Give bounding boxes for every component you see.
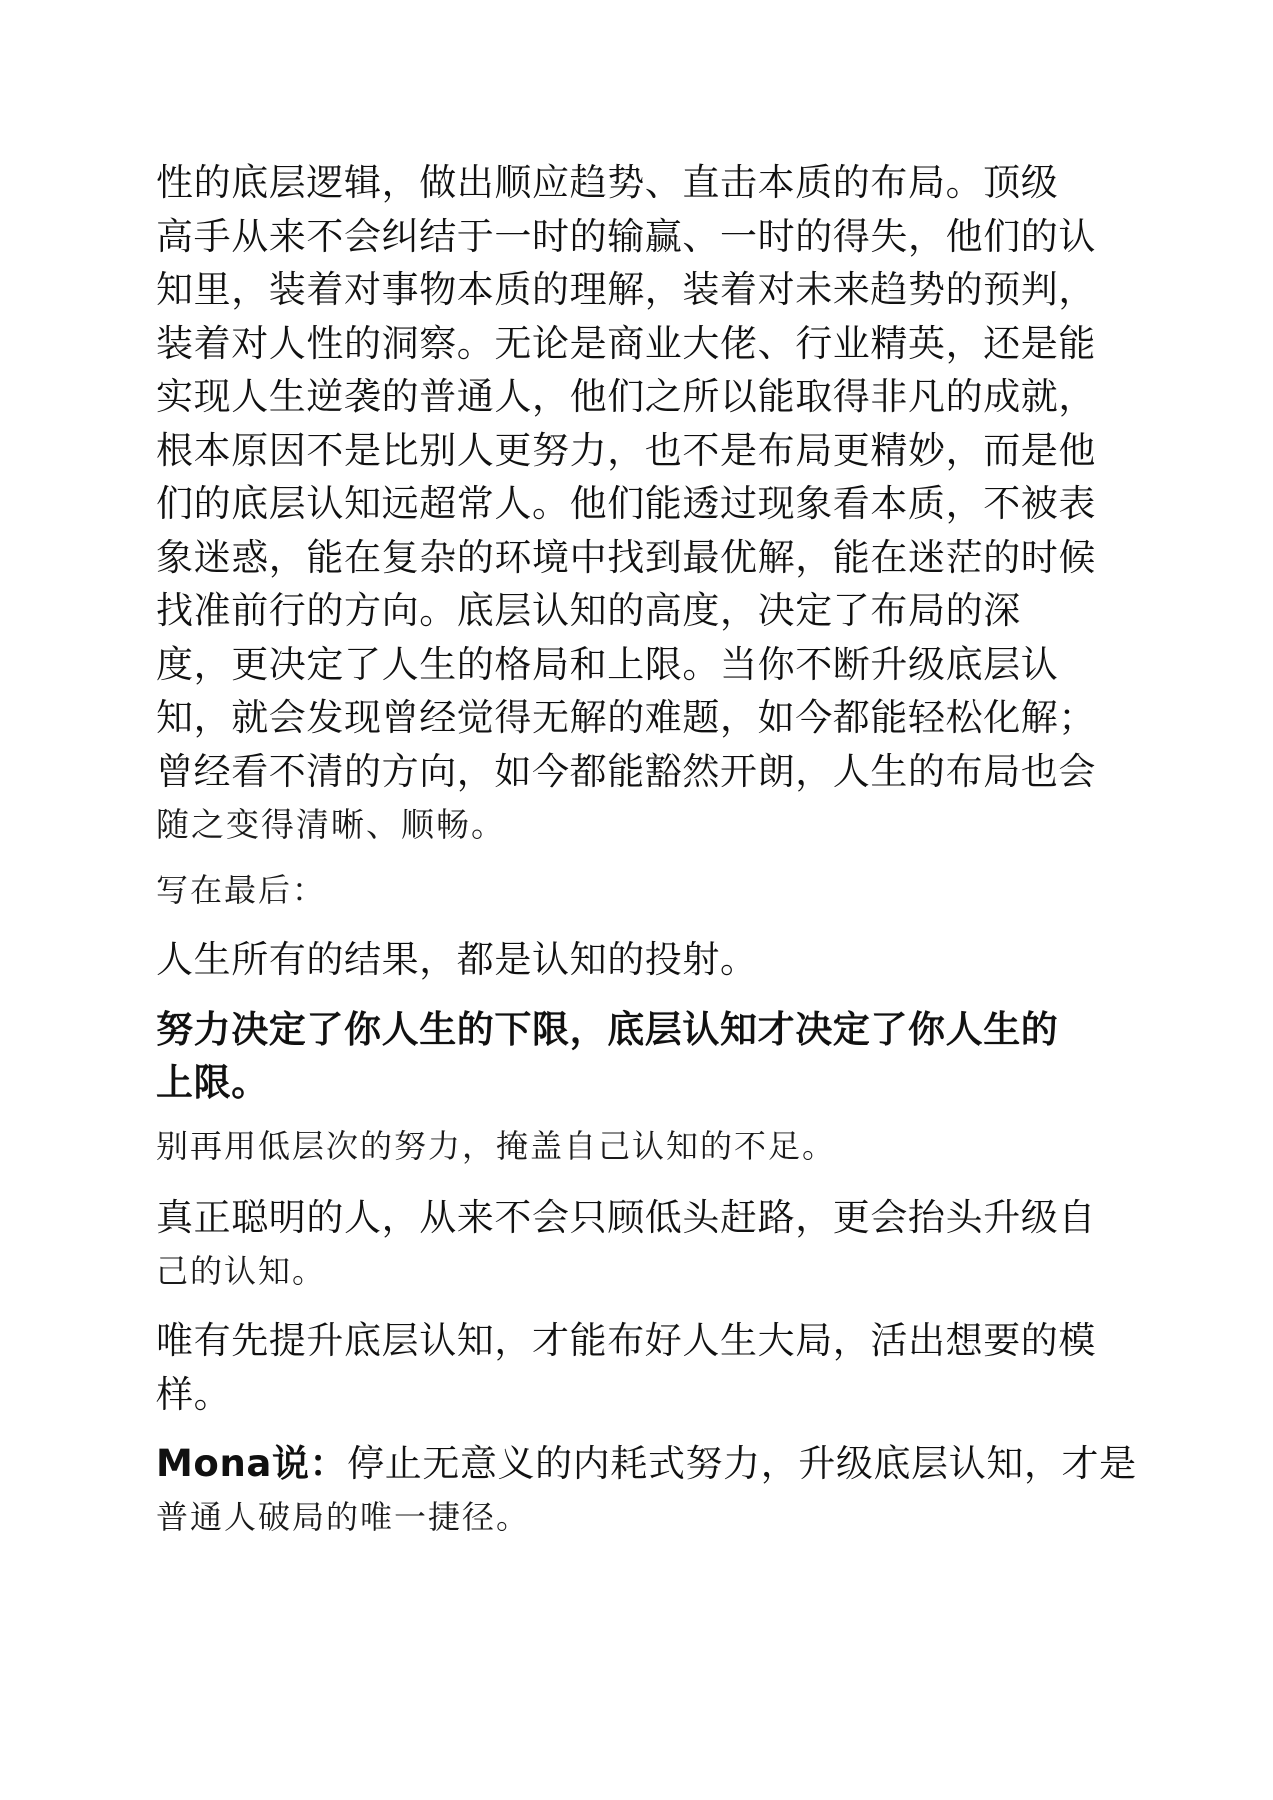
smart-line: 己的认知。 bbox=[156, 1251, 327, 1290]
paragraph-line: 根本原因不是比别人更努力，也不是布局更精妙，而是他 bbox=[156, 428, 1096, 472]
paragraph-line: 曾经看不清的方向，如今都能豁然开朗，人生的布局也会 bbox=[156, 749, 1096, 793]
only-paragraph bbox=[156, 1314, 1123, 1421]
mona-line-1 bbox=[156, 1437, 1137, 1491]
paragraph-line: 高手从来不会纠结于一时的输赢、一时的得失，他们的认 bbox=[156, 214, 1096, 258]
mona-text: 停止无意义的内耗式努力，升级底层认知，才是 bbox=[347, 1442, 1137, 1485]
only-line: 唯有先提升底层认知，才能布好人生大局，活出想要的模 bbox=[156, 1319, 1096, 1362]
paragraph-line: 知里，装着对事物本质的理解，装着对未来趋势的预判， bbox=[156, 268, 1096, 311]
mona-line-2: 普通人破局的唯一捷径。 bbox=[156, 1497, 531, 1536]
mona-label: Mona说： bbox=[156, 1442, 348, 1485]
paragraph-line: 实现人生逆袭的普通人，他们之所以能取得非凡的成就， bbox=[156, 375, 1096, 418]
bold-statement bbox=[156, 1003, 1123, 1110]
paragraph-line: 象迷惑，能在复杂的环境中找到最优解，能在迷茫的时候 bbox=[156, 535, 1096, 579]
paragraph-line: 们的底层认知远超常人。他们能透过现象看本质，不被表 bbox=[156, 482, 1096, 525]
bold-statement-line: 上限。 bbox=[156, 1061, 269, 1104]
paragraph-line: 找准前行的方向。底层认知的高度，决定了布局的深 bbox=[156, 589, 1021, 632]
paragraph-line: 度，更决定了人生的格局和上限。当你不断升级底层认 bbox=[156, 642, 1059, 686]
paragraph-line: 装着对人性的洞察。无论是商业大佬、行业精英，还是能 bbox=[156, 321, 1096, 365]
smart-paragraph bbox=[156, 1191, 1123, 1298]
dont-line: 别再用低层次的努力，掩盖自己认知的不足。 bbox=[156, 1126, 837, 1165]
main-paragraph bbox=[156, 156, 1123, 852]
only-line: 样。 bbox=[156, 1372, 232, 1416]
paragraph-line: 知，就会发现曾经觉得无解的难题，如今都能轻松化解； bbox=[156, 696, 1096, 739]
paragraph-line: 性的底层逻辑，做出顺应趋势、直击本质的布局。顶级 bbox=[156, 161, 1059, 204]
smart-line: 真正聪明的人，从来不会只顾低头赶路，更会抬头升级自 bbox=[156, 1196, 1096, 1239]
mona-paragraph bbox=[156, 1437, 1137, 1544]
bold-statement-line: 努力决定了你人生的下限，底层认知才决定了你人生的 bbox=[156, 1007, 1059, 1051]
result-line: 人生所有的结果，都是认知的投射。 bbox=[156, 938, 758, 981]
paragraph-line: 随之变得清晰、顺畅。 bbox=[156, 805, 506, 844]
closing-label: 写在最后： bbox=[156, 870, 327, 909]
